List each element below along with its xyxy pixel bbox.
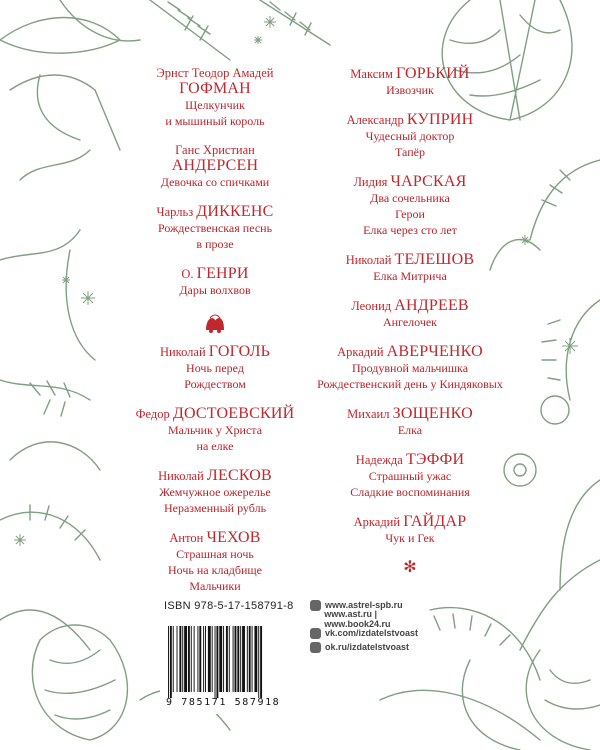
work-title: Герои [395, 207, 425, 221]
author-name [300, 174, 520, 190]
contents-entry [110, 266, 320, 298]
work-title: Рождественский день у Киндяковых [317, 377, 503, 391]
work-title: Сладкие воспоминания [350, 485, 470, 499]
work-title: Елка [397, 423, 423, 437]
author-surname: ГАЙДАР [403, 513, 467, 530]
author-name [300, 252, 520, 268]
vk-icon [310, 628, 321, 639]
author-given-name: Эрнст Теодор Амадей [156, 66, 274, 80]
publisher-link-text: vk.com/izdatelstvoast [325, 628, 419, 638]
author-given-name: Николай [158, 469, 204, 483]
work-title: Неразменный рубль [163, 501, 267, 515]
author-given-name: Александр [346, 113, 404, 127]
author-surname: ГЕНРИ [196, 265, 249, 282]
author-surname: ЧЕХОВ [206, 529, 261, 546]
author-name [110, 468, 320, 484]
author-given-name: Антон [169, 531, 204, 545]
work-title: Рождественская песнь [157, 221, 273, 235]
work-title: Тапёр [395, 145, 425, 159]
author-surname: ЧАРСКАЯ [390, 173, 467, 190]
author-given-name: Федор [135, 407, 170, 421]
author-name [300, 406, 520, 422]
globe-icon [310, 600, 321, 611]
contents-entry [300, 112, 520, 160]
work-title: Мальчики [189, 579, 241, 593]
publisher-links [310, 598, 440, 654]
left-contents-column [110, 66, 320, 608]
author-given-name: Николай [159, 345, 206, 359]
author-surname: ГОРЬКИЙ [396, 65, 470, 82]
author-surname: АНДЕРСЕН [171, 157, 259, 174]
author-given-name: Аркадий [337, 345, 384, 359]
author-name [300, 112, 520, 128]
contents-entry [300, 452, 520, 500]
author-surname: ТЭФФИ [405, 451, 465, 468]
author-given-name: Аркадий [353, 515, 401, 529]
author-name [110, 204, 320, 220]
author-surname: ДОСТОЕВСКИЙ [172, 405, 295, 422]
author-surname: АВЕРЧЕНКО [386, 343, 483, 360]
contents-entry [110, 468, 320, 516]
isbn-number: ISBN 978-5-17-158791-8 [164, 600, 294, 612]
author-surname: АНДРЕЕВ [394, 297, 469, 314]
work-title: и мышиный король [165, 114, 265, 128]
author-name [300, 298, 520, 314]
publisher-link-text: ok.ru/izdatelstvoast [325, 642, 410, 652]
work-title: Рождеством [184, 377, 246, 391]
author-given-name: О. [181, 267, 194, 281]
publisher-line[interactable] [310, 640, 440, 654]
author-name [110, 406, 320, 422]
author-surname: ГОГОЛЬ [208, 343, 271, 360]
work-title: Извозчик [386, 83, 434, 97]
author-name [110, 530, 320, 546]
author-surname: ТЕЛЕШОВ [394, 251, 475, 268]
author-name [110, 143, 320, 174]
author-surname: ГОФМАН [179, 80, 251, 97]
work-title: Мальчик у Христа [167, 423, 263, 437]
author-name [300, 66, 520, 82]
work-title: Ночь перед [186, 361, 244, 375]
work-title: Елка через сто лет [363, 223, 457, 237]
contents-entry [300, 174, 520, 238]
publisher-line[interactable] [310, 609, 440, 629]
author-given-name: Лидия [353, 175, 388, 189]
work-title: Чудесный доктор [365, 129, 455, 143]
author-given-name: Леонид [351, 299, 392, 313]
author-given-name: Максим [350, 67, 393, 81]
contents-entry [110, 530, 320, 594]
bells-icon [200, 312, 230, 334]
author-surname: ДИККЕНС [196, 203, 274, 220]
author-surname: ЗОЩЕНКО [392, 405, 473, 422]
barcode [160, 610, 305, 710]
author-name [300, 344, 520, 360]
pine-branch-icon [150, 0, 330, 60]
author-name [110, 266, 320, 282]
work-title: Продувной мальчишка [351, 361, 469, 375]
barcode-digits: 9 785171 587918 [166, 697, 281, 708]
author-surname: ЛЕСКОВ [206, 467, 272, 484]
contents-entry [300, 344, 520, 392]
contents-entry [110, 204, 320, 252]
publisher-link-text: www.ast.ru | www.book24.ru [324, 609, 391, 629]
work-title: Дары волхвов [179, 283, 251, 297]
contents-entry [300, 66, 520, 98]
author-name [110, 66, 320, 97]
author-name [300, 452, 520, 468]
left-foliage [0, 150, 100, 650]
author-given-name: Николай [345, 253, 392, 267]
author-name [300, 514, 520, 530]
ok-icon [310, 642, 321, 653]
contents-entry [300, 252, 520, 284]
contents-entry [110, 344, 320, 392]
work-title: Страшный ужас [368, 469, 452, 483]
work-title: Елка Митрича [373, 269, 447, 283]
contents-entry [110, 66, 320, 129]
contents-entry [300, 298, 520, 330]
author-given-name: Надежда [355, 453, 403, 467]
work-title: Ангелочек [382, 315, 438, 329]
work-title: Два сочельника [370, 191, 450, 205]
author-given-name: Ганс Христиан [175, 143, 255, 157]
author-given-name: Михаил [347, 407, 390, 421]
work-title: на елке [196, 439, 234, 453]
work-title: Страшная ночь [176, 547, 254, 561]
work-title: Щелкунчик [185, 98, 245, 112]
contents-entry [110, 406, 320, 454]
work-title: в прозе [196, 237, 234, 251]
work-title: Чук и Гек [385, 531, 435, 545]
contents-entry [300, 514, 520, 546]
work-title: Девочка со спичками [160, 175, 270, 189]
author-name [110, 344, 320, 360]
contents-entry [110, 143, 320, 190]
work-title: Ночь на кладбище [168, 563, 262, 577]
star-ornament-icon: ✻ [403, 559, 417, 576]
author-surname: КУПРИН [406, 111, 474, 128]
right-contents-column [300, 66, 520, 576]
work-title: Жемчужное ожерелье [159, 485, 271, 499]
contents-entry [300, 406, 520, 438]
author-given-name: Чарльз [156, 205, 194, 219]
publisher-link-text: www.astrel-spb.ru [325, 600, 403, 610]
